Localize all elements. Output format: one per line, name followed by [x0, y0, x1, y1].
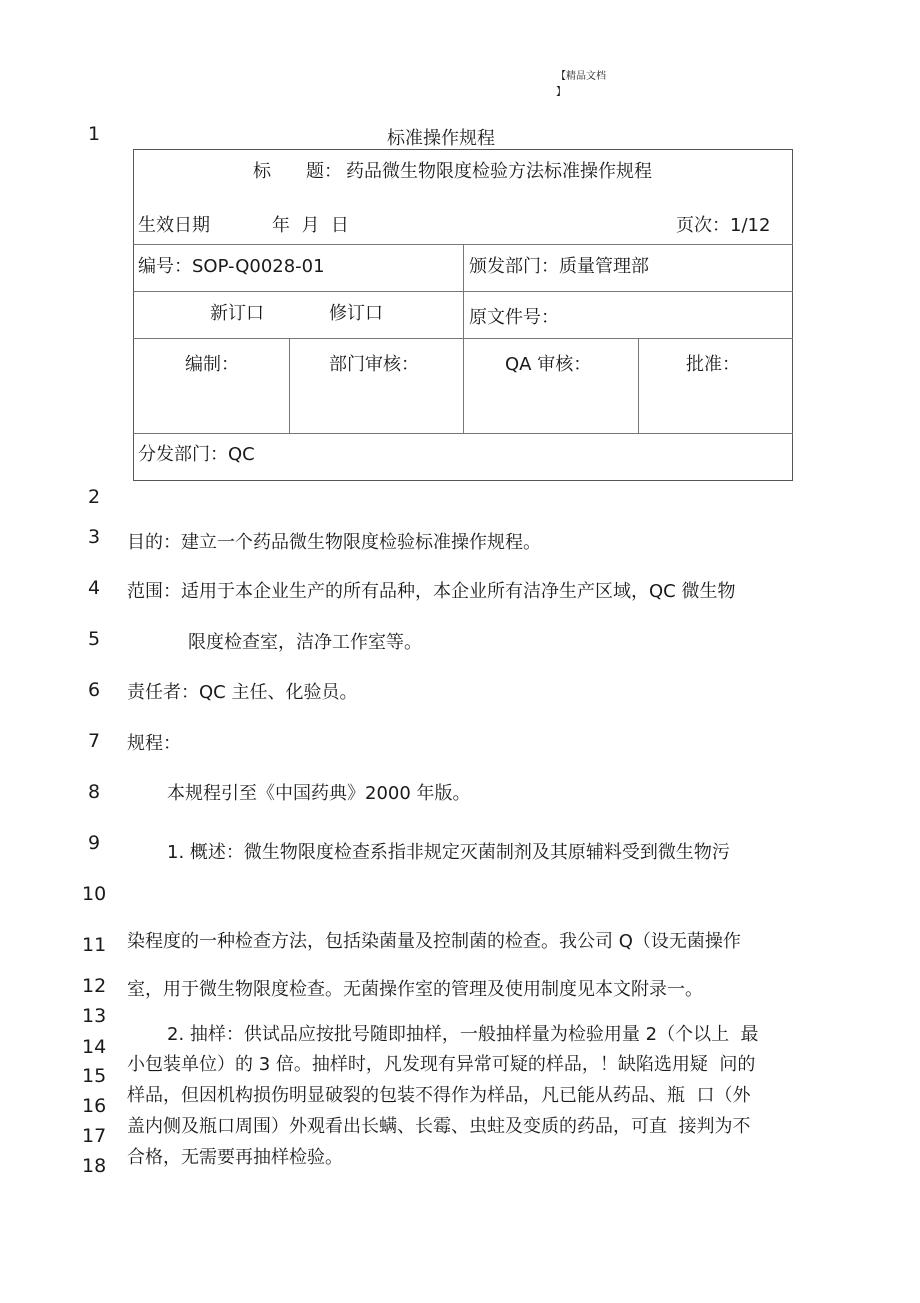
- scope-text-cont: 限度检查室，洁净工作室等。: [188, 632, 422, 653]
- line-number: 9: [88, 832, 101, 854]
- subject-value: 药品微生物限度检验方法标准操作规程: [346, 161, 652, 182]
- line-number: 18: [82, 1155, 107, 1177]
- line-number: 8: [88, 781, 101, 803]
- table-divider: [133, 433, 793, 434]
- sampling-paragraph-cont: 盖内侧及瓶口周围）外观看出长螨、长霉、虫蛀及变质的药品，可直 接判为不: [127, 1116, 751, 1137]
- subject-label-colon: 题：: [306, 161, 342, 182]
- line-number: 11: [82, 934, 107, 956]
- table-divider: [463, 244, 464, 433]
- distribution-department: 分发部门：QC: [138, 444, 255, 465]
- approval: 批准：: [686, 354, 740, 375]
- original-document-number: 原文件号：: [469, 307, 559, 328]
- document-code: 编号：SOP-Q0028-01: [138, 256, 325, 277]
- effective-date-label: 生效日期: [138, 215, 210, 236]
- line-number: 16: [82, 1095, 107, 1117]
- department-review: 部门审核：: [329, 354, 419, 375]
- line-number: 1: [88, 123, 101, 145]
- line-number: 14: [82, 1036, 107, 1058]
- responsible-text: 责任者：QC 主任、化验员。: [127, 682, 358, 703]
- page-title: 标准操作规程: [387, 128, 495, 149]
- line-number: 15: [82, 1065, 107, 1087]
- effective-date-fields: 年 月 日: [272, 215, 349, 236]
- line-number: 17: [82, 1125, 107, 1147]
- line-number: 3: [88, 526, 101, 548]
- purpose-text: 目的：建立一个药品微生物限度检验标准操作规程。: [127, 532, 541, 553]
- sampling-paragraph: 2. 抽样：供试品应按批号随即抽样，一般抽样量为检验用量 2（个以上 最: [167, 1024, 759, 1045]
- line-number: 13: [82, 1005, 107, 1027]
- sampling-paragraph-cont: 样品，但因机构损伤明显破裂的包装不得作为样品，凡已能从药品、瓶 口（外: [127, 1085, 751, 1106]
- table-divider: [638, 338, 639, 433]
- line-number: 4: [88, 577, 101, 599]
- overview-paragraph: 1. 概述：微生物限度检查系指非规定灭菌制剂及其原辅料受到微生物污: [167, 842, 730, 863]
- scope-text: 范围：适用于本企业生产的所有品种，本企业所有洁净生产区域，QC 微生物: [127, 581, 736, 602]
- qa-review: QA 审核：: [505, 354, 592, 375]
- table-divider: [289, 338, 290, 433]
- procedure-heading: 规程：: [127, 733, 181, 754]
- modify-revision-checkbox: 修订口: [329, 303, 383, 324]
- line-number: 10: [82, 883, 107, 905]
- sampling-paragraph-cont: 合格，无需要再抽样检验。: [127, 1147, 343, 1168]
- new-revision-checkbox: 新订口: [210, 303, 264, 324]
- header-tag-line2: 】: [556, 87, 566, 98]
- prepared-by: 编制：: [185, 354, 239, 375]
- overview-paragraph-cont: 室，用于微生物限度检查。无菌操作室的管理及使用制度见本文附录一。: [127, 979, 703, 1000]
- page-count: 页次：1/12: [676, 215, 771, 236]
- reference-text: 本规程引至《中国药典》2000 年版。: [167, 783, 471, 804]
- line-number: 2: [88, 486, 101, 508]
- issuing-department: 颁发部门：质量管理部: [469, 256, 649, 277]
- line-number: 12: [82, 975, 107, 997]
- subject-label: 标: [253, 161, 271, 182]
- line-number: 5: [88, 628, 101, 650]
- line-number: 7: [88, 730, 101, 752]
- line-number: 6: [88, 679, 101, 701]
- sampling-paragraph-cont: 小包装单位）的 3 倍。抽样时，凡发现有异常可疑的样品，！缺陷选用疑 问的: [127, 1054, 756, 1075]
- overview-paragraph-cont: 染程度的一种检查方法，包括染菌量及控制菌的检查。我公司 Q（设无菌操作: [127, 931, 741, 952]
- header-tag-line1: 【精品文档: [556, 71, 606, 82]
